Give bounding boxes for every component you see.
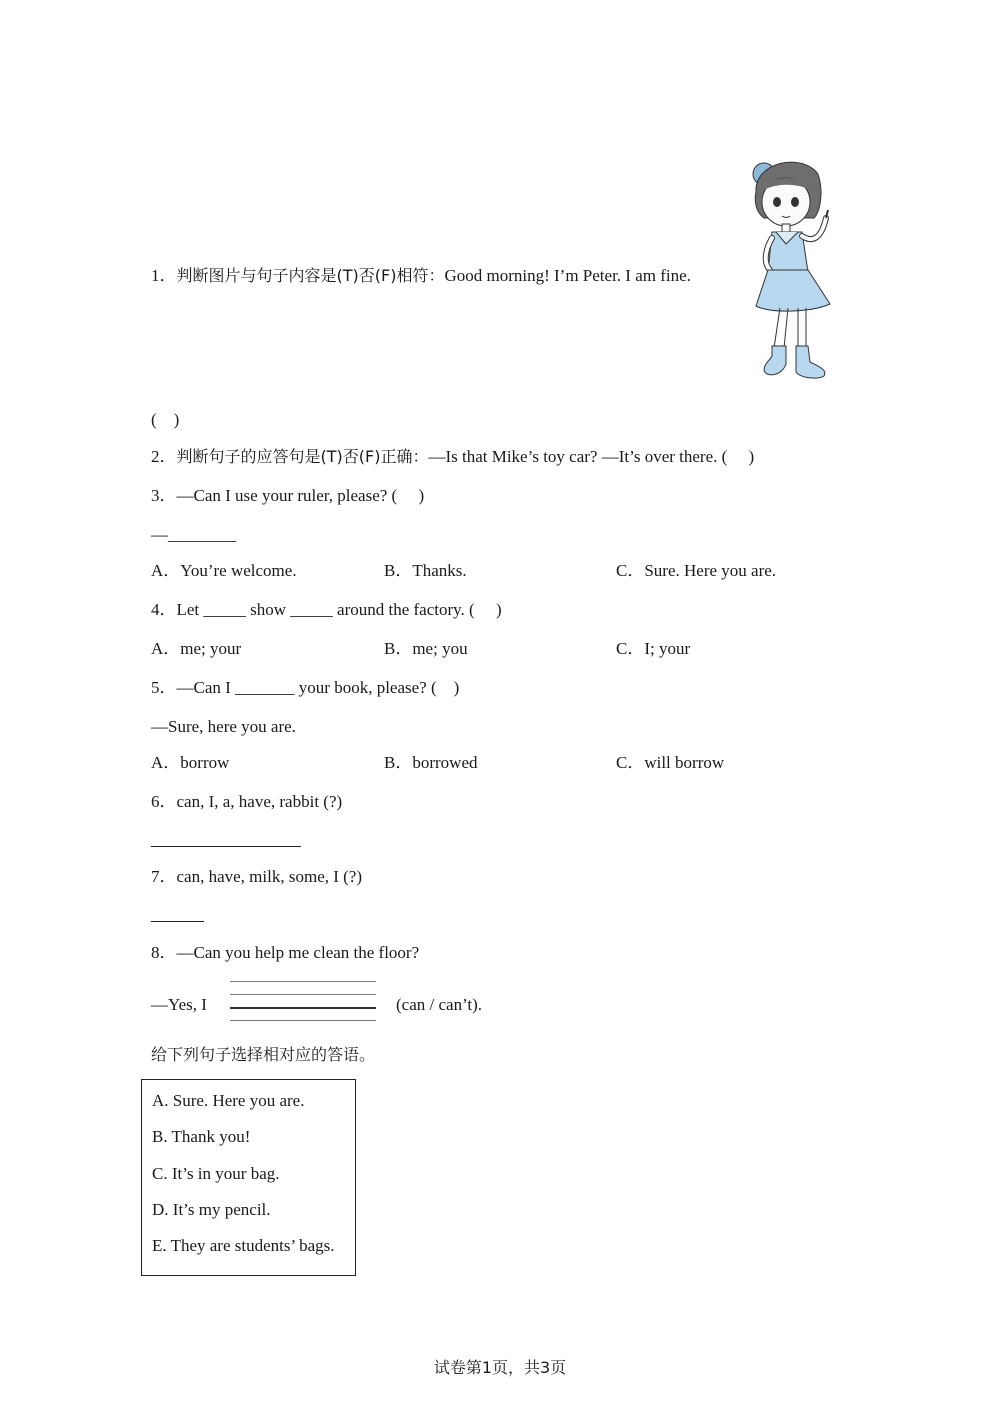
question-1 [151,265,691,287]
question-1-sentence: Good morning! I’m Peter. I am fine. [444,266,691,285]
answer-choice-e: E. They are students’ bags. [152,1236,335,1255]
question-3: 3．—Can I use your ruler, please? ( ) [151,486,425,505]
question-5-option-a[interactable]: A．borrow [151,753,230,772]
girl-illustration [742,152,842,382]
question-5-option-c[interactable]: C．will borrow [616,753,725,772]
question-1-number: 1． [151,266,177,285]
answer-choices-box [141,1079,356,1276]
question-8-reply-start: —Yes, I [151,995,207,1014]
answer-choice-b: B. Thank you! [152,1127,251,1146]
answer-choice-a: A. Sure. Here you are. [152,1091,305,1110]
question-2-instruction: 判断句子的应答句是(T)否(F)正确： [176,447,429,466]
question-8-writing-line [230,994,376,995]
question-3-answer-blank[interactable]: —________ [151,525,236,544]
question-8-writing-line [230,1020,376,1021]
question-3-option-c[interactable]: C．Sure. Here you are. [616,561,777,580]
answer-choice-d: D. It’s my pencil. [152,1200,271,1219]
question-2-sentence: —Is that Mike’s toy car? —It’s over there. ( ) [428,447,755,466]
question-5-option-b[interactable]: B．borrowed [384,753,478,772]
question-8: 8．—Can you help me clean the floor? [151,943,420,962]
question-7-answer-line[interactable] [151,921,204,922]
question-5: 5．—Can I _______ your book, please? ( ) [151,678,460,697]
question-4: 4．Let _____ show _____ around the factory. ( ) [151,600,502,619]
question-5-reply: —Sure, here you are. [151,717,296,736]
question-8-answer-line[interactable] [230,1007,376,1009]
page-footer: 试卷第1页，共3页 [433,1358,567,1377]
question-4-option-c[interactable]: C．I; your [616,639,691,658]
question-4-option-b[interactable]: B．me; you [384,639,468,658]
question-8-reply-end: (can / can’t). [396,995,483,1014]
question-6: 6．can, I, a, have, rabbit (?) [151,792,343,811]
question-3-option-a[interactable]: A．You’re welcome. [151,561,297,580]
question-3-option-b[interactable]: B．Thanks. [384,561,467,580]
question-1-answer-bracket[interactable]: ( ) [151,410,180,429]
answer-choice-c: C. It’s in your bag. [152,1164,280,1183]
question-8-writing-line [230,981,376,982]
question-7: 7．can, have, milk, some, I (?) [151,867,363,886]
question-2-number: 2． [151,447,177,466]
question-4-option-a[interactable]: A．me; your [151,639,242,658]
question-6-answer-line[interactable] [151,846,301,847]
section-instruction: 给下列句子选择相对应的答语。 [151,1045,376,1064]
question-1-instruction: 判断图片与句子内容是(T)否(F)相符： [176,266,445,285]
question-2 [151,446,754,468]
